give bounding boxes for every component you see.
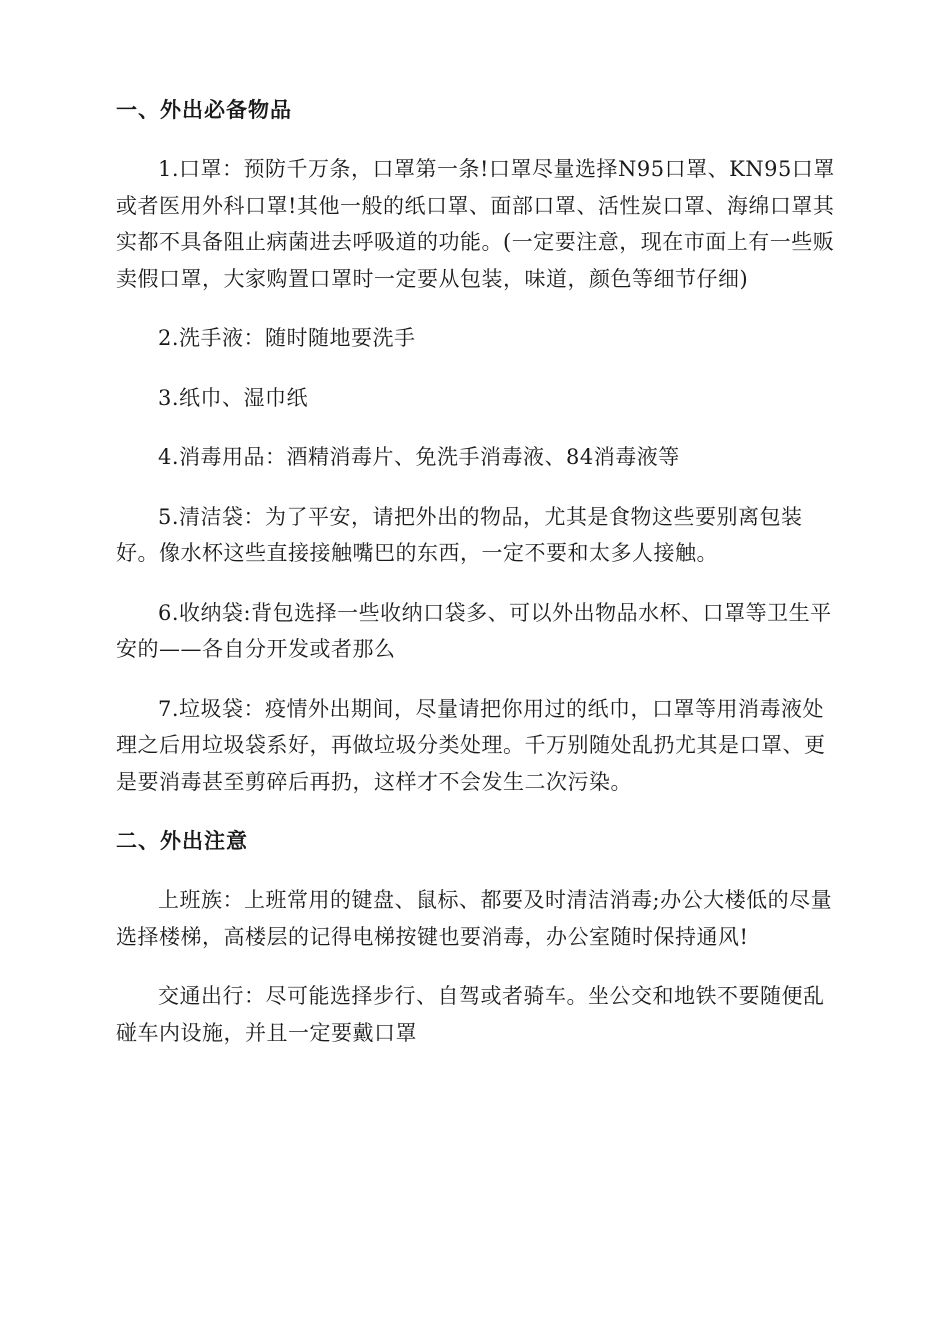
- section-heading-precautions: 二、外出注意: [116, 829, 248, 853]
- paragraph-garbage-bag: 7.垃圾袋：疫情外出期间，尽量请把你用过的纸巾，口罩等用消毒液处理之后用垃圾袋系好，再做垃圾分类处理。千万别随处乱扔尤其是口罩、更是要消毒甚至剪碎后再扔，这样才不会发生二次污染。: [116, 696, 826, 794]
- paragraph-mask: 1.口罩：预防千万条，口罩第一条!口罩尽量选择N95口罩、KN95口罩或者医用外科口罩!其他一般的纸口罩、面部口罩、活性炭口罩、海绵口罩其实都不具备阻止病菌进去呼吸道的功能。(一定要注意，现在市面上有一些贩卖假口罩，大家购置口罩时一定要从包装，味道，颜色等细节仔细): [116, 157, 835, 291]
- section-heading-essentials: 一、外出必备物品: [116, 98, 292, 122]
- paragraph-office-workers: 上班族：上班常用的键盘、鼠标、都要及时清洁消毒;办公大楼低的尽量选择楼梯，高楼层的记得电梯按键也要消毒，办公室随时保持通风!: [116, 888, 833, 949]
- paragraph-disinfectant: 4.消毒用品：酒精消毒片、免洗手消毒液、84消毒液等: [158, 445, 680, 469]
- paragraph-storage-bag: 6.收纳袋:背包选择一些收纳口袋多、可以外出物品水杯、口罩等卫生平安的——各自分开发或者那么: [116, 600, 832, 661]
- document-page: [116, 92, 836, 1051]
- paragraph-clean-bag: 5.清洁袋：为了平安，请把外出的物品，尤其是食物这些要别离包装好。像水杯这些直接接触嘴巴的东西，一定不要和太多人接触。: [116, 504, 803, 565]
- paragraph-transportation: 交通出行：尽可能选择步行、自驾或者骑车。坐公交和地铁不要随便乱碰车内设施，并且一定要戴口罩: [116, 984, 825, 1045]
- paragraph-tissues: 3.纸巾、湿巾纸: [158, 385, 309, 410]
- paragraph-hand-sanitizer: 2.洗手液：随时随地要洗手: [158, 326, 416, 350]
